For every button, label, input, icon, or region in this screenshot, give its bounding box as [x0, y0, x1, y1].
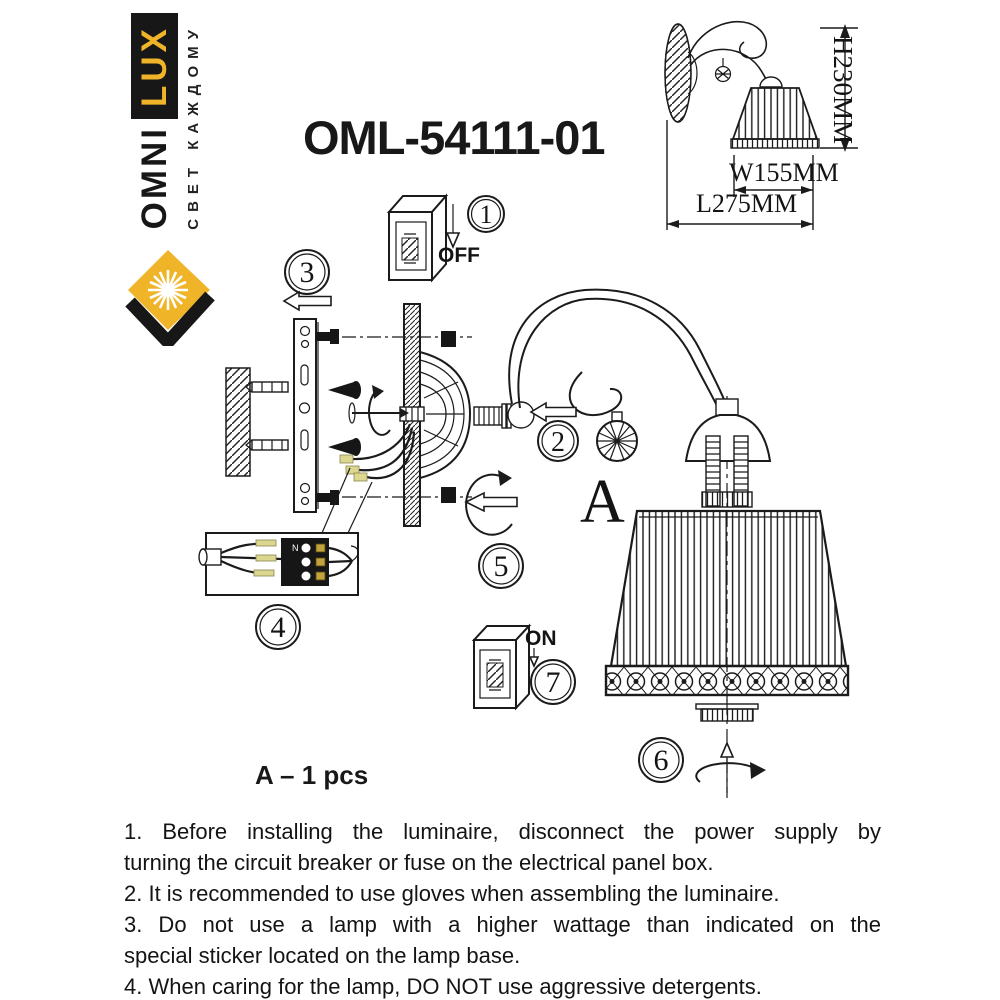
threaded-pipe [474, 402, 534, 428]
wall-plug [246, 382, 288, 392]
wire-tip [256, 555, 276, 561]
step-4-badge [256, 605, 300, 649]
instruction-line: 1. Before installing the luminaire, disconnect the power supply by [124, 819, 881, 844]
arm-scroll-sketch [688, 22, 766, 58]
brand-omni-text: OMNI [134, 126, 174, 230]
plate-bolt [441, 331, 456, 347]
tapping-screw [328, 438, 361, 456]
plate-bolt [441, 487, 456, 503]
step-5-badge [479, 544, 523, 588]
lampshade [606, 511, 848, 798]
brand-lux-text: LUX [134, 25, 174, 107]
terminal-block [281, 538, 329, 586]
arrow-left-icon [466, 493, 517, 511]
wire-tip [256, 540, 276, 546]
brand-tagline-text: СВЕТ КАЖДОМУ [184, 22, 202, 230]
dim-height [820, 24, 858, 152]
shade-sketch [733, 88, 817, 139]
terminal-n-label: N [292, 543, 299, 553]
arrow-down-icon [530, 657, 538, 666]
shade-band-sketch [731, 139, 819, 148]
arm-curl [570, 372, 621, 415]
rotate-arrow-icon [372, 385, 384, 399]
step-4-number: 4 [270, 611, 286, 644]
step-7-badge [531, 660, 575, 704]
dim-height-label: H230MM [828, 36, 858, 145]
step-2-number: 2 [551, 427, 565, 458]
wall-plug [246, 440, 288, 450]
arrow-up-icon [721, 743, 733, 757]
step-1-badge [468, 196, 504, 232]
bracket-bolt [316, 329, 339, 344]
part-a-label: A [580, 468, 625, 536]
breaker-on [474, 626, 575, 708]
dim-length-label: L275MM [696, 189, 798, 218]
page-title: OML-54111-01 [303, 111, 605, 164]
crystal-ball [597, 412, 637, 461]
tapping-screw [328, 381, 361, 399]
wire-tip [354, 473, 367, 481]
off-label: OFF [438, 244, 480, 267]
step-3-number: 3 [299, 256, 315, 289]
breaker-switch-on [487, 663, 503, 687]
step-3-badge [284, 250, 331, 310]
step-2-badge [538, 421, 578, 461]
breaker-off [389, 196, 504, 280]
arrow-left-icon [531, 403, 576, 421]
rotate-arrow-icon [750, 762, 766, 779]
dim-width-label: W155MM [729, 158, 839, 187]
part-quantity-label: A – 1 pcs [255, 760, 369, 790]
shade-ornament-band [606, 666, 848, 695]
on-label: ON [525, 627, 557, 650]
step-5-rotate [466, 470, 517, 535]
step-7-number: 7 [545, 666, 561, 699]
wire-tip [340, 455, 353, 463]
socket-cap-sketch [760, 77, 782, 87]
wall-section [226, 368, 288, 476]
dimension-drawing [665, 22, 858, 230]
rotate-arrow-icon [498, 470, 512, 486]
instructions-block [124, 816, 881, 1000]
wall-plate [322, 304, 470, 533]
step-6-number: 6 [653, 744, 669, 777]
crystal-ball-sketch [716, 67, 731, 82]
breaker-switch-off [402, 238, 418, 260]
step-6-badge [639, 738, 683, 782]
instruction-line: 4. When caring for the lamp, DO NOT use aggressive detergents. [124, 974, 762, 999]
step-1-number: 1 [479, 200, 493, 229]
junction-box-detail [199, 533, 358, 649]
instruction-line: 3. Do not use a lamp with a higher wattage than indicated on the [124, 912, 881, 937]
instruction-line: 2. It is recommended to use gloves when assembling the luminaire. [124, 881, 780, 906]
step-5-number: 5 [493, 550, 509, 583]
cable-entry [199, 549, 221, 565]
wire-tip [254, 570, 274, 576]
instruction-line: special sticker located on the lamp base. [124, 943, 521, 968]
instruction-line: turning the circuit breaker or fuse on the electrical panel box. [124, 850, 714, 875]
